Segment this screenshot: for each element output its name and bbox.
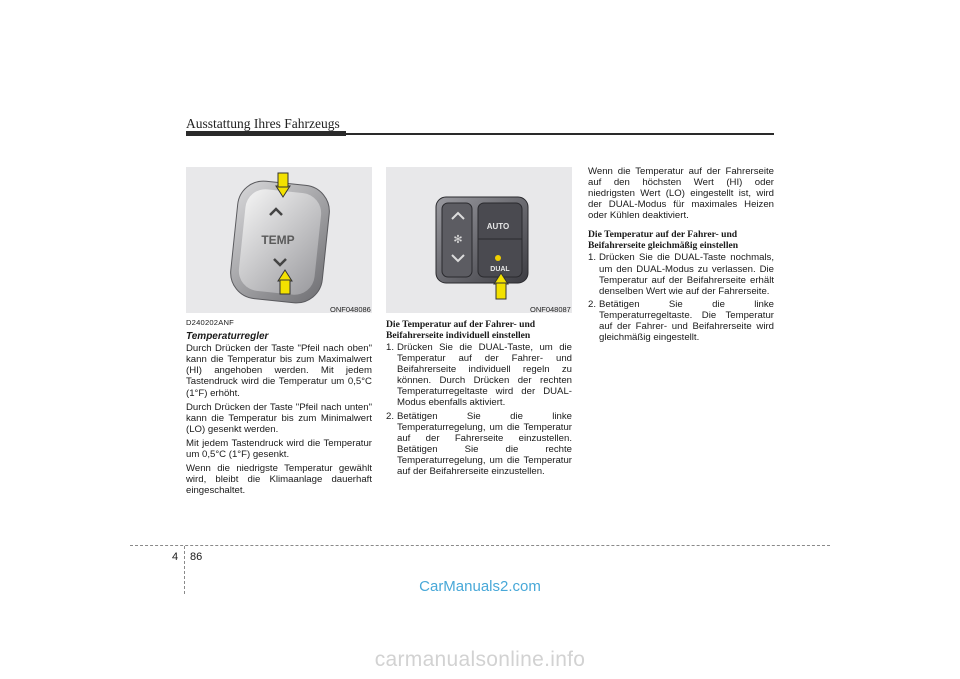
indicator-led bbox=[495, 255, 501, 261]
figure-caption: ONF048086 bbox=[330, 305, 371, 314]
figure-dual-panel bbox=[386, 167, 572, 313]
dual-panel-illustration bbox=[386, 167, 572, 313]
list-item: 2. Betätigen Sie die linke Temperaturregeltaste. Die Temperatur auf der Fahrer- und Beifahrerseite wird gleichmäßig eingestellt. bbox=[588, 298, 774, 344]
paragraph: Wenn die niedrigste Temperatur gewählt wird, bleibt die Klimaanlage dauerhaft eingeschaltet. bbox=[186, 463, 372, 497]
column-1 bbox=[186, 317, 372, 499]
figure-caption: ONF048087 bbox=[530, 305, 571, 314]
figure-temp-button bbox=[186, 167, 372, 313]
paragraph: Durch Drücken der Taste "Pfeil nach unten" kann die Temperatur bis zum Minimalwert (LO) gesenkt werden. bbox=[186, 401, 372, 435]
temp-button-illustration bbox=[186, 167, 372, 313]
column-2 bbox=[386, 313, 572, 479]
paragraph: Mit jedem Tastendruck wird die Temperatur um 0,5°C (1°F) gesenkt. bbox=[186, 437, 372, 461]
section-title: Ausstattung Ihres Fahrzeugs bbox=[186, 116, 340, 131]
watermark-footer: carmanualsonline.info bbox=[374, 648, 586, 671]
watermark-link[interactable]: CarManuals2.com bbox=[419, 578, 541, 595]
paragraph: Durch Drücken der Taste "Pfeil nach oben" kann die Temperatur bis zum Maximalwert (HI) angehoben werden. Mit jedem Tastendruck wird die Temperatur um 0,5°C (1°F) erhöht. bbox=[186, 343, 372, 399]
section-heading: Die Temperatur auf der Fahrer- und Beifahrerseite gleichmäßig einstellen bbox=[588, 229, 739, 252]
section-code: D240202ANF bbox=[186, 318, 235, 327]
list-item: 2. Betätigen Sie die linke Temperaturregelung, um die Temperatur auf der Fahrerseite einzustellen. Betätigen Sie die rechte Temperaturregelung, um die Temperatur auf der Beifahrerseite einzustellen. bbox=[386, 410, 572, 478]
list-item: 1. Drücken Sie die DUAL-Taste nochmals, um den DUAL-Modus zu verlassen. Die Temperatur auf der Beifahrerseite erhält denselben Wert wie auf der Fahrerseite. bbox=[588, 252, 774, 297]
auto-label: AUTO bbox=[486, 222, 510, 231]
column-3 bbox=[588, 166, 774, 345]
temp-label: TEMP bbox=[261, 233, 295, 247]
list-item: 1. Drücken Sie die DUAL-Taste, um die Temperatur auf der Fahrer- und Beifahrerseite individuell regeln zu können. Durch Drücken der rechten Temperaturregeltaste wird der DUAL-Modus ebenfalls aktiviert. bbox=[386, 342, 572, 409]
header-rule bbox=[186, 133, 774, 135]
chapter-number: 4 bbox=[172, 551, 179, 563]
subheading: Temperaturregler bbox=[186, 331, 269, 343]
paragraph: Wenn die Temperatur auf der Fahrerseite auf den höchsten Wert (HI) oder niedrigsten Wert (LO) eingestellt ist, wird der DUAL-Modus für maximales Heizen oder Kühlen deaktiviert. bbox=[588, 166, 774, 222]
section-heading: Die Temperatur auf der Fahrer- und Beifahrerseite individuell einstellen bbox=[386, 319, 536, 341]
footer-rule bbox=[130, 545, 830, 546]
dual-label: DUAL bbox=[490, 266, 510, 273]
fan-icon: ✻ bbox=[453, 233, 463, 246]
page-number: 86 bbox=[190, 551, 203, 563]
